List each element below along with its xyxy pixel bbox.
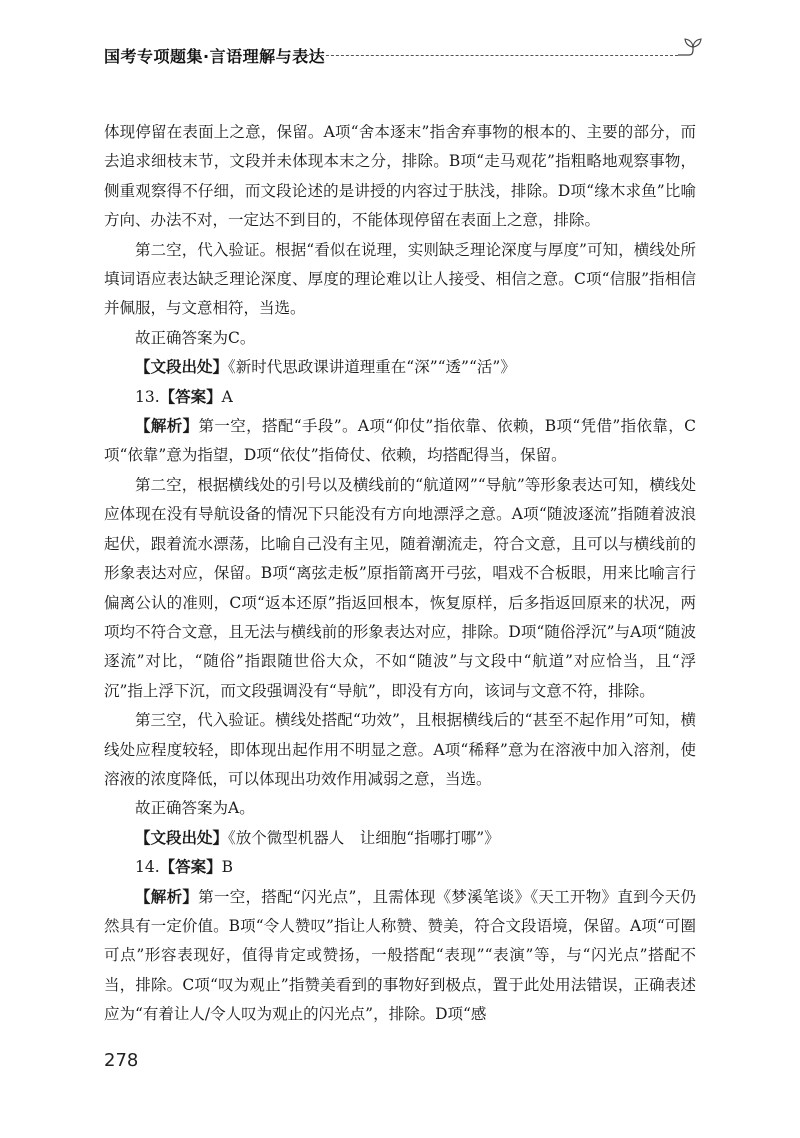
paragraph: 体现停留在表面上之意，保留。A项“舍本逐末”指舍弃事物的根本的、主要的部分，而去追求细枝末节，文段并未体现本末之分，排除。B项“走马观花”指粗略地观察事物，侧重观察得不仔细，而文段论述的是讲授的内容过于肤浅，排除。D项“缘木求鱼”比喻方向、办法不对，一定达不到目的，不能体现停留在表面上之意，排除。 (104, 123, 696, 230)
analysis-label: 【解析】 (135, 417, 199, 436)
page-number: 278 (104, 1050, 139, 1071)
page-header (104, 36, 704, 76)
question-number: 14. (135, 858, 160, 877)
analysis-label: 【解析】 (135, 887, 199, 906)
question-answer-line (104, 853, 696, 882)
source-line (104, 824, 696, 853)
analysis-paragraph (104, 883, 696, 1030)
source-title: 《放个微型机器人 让细胞“指哪打哪”》 (228, 828, 500, 847)
answer-line: 故正确答案为C。 (135, 328, 256, 347)
paragraph: 第二空，代入验证。根据“看似在说理，实则缺乏理论深度与厚度”可知，横线处所填词语应表达缺乏理论深度、厚度的理论难以让人接受、相信之意。C项“信服”指相信并佩服，与文意相符，当选。 (104, 240, 696, 318)
sprout-icon (674, 36, 704, 70)
analysis-paragraph (104, 412, 696, 471)
paragraph: 第二空，根据横线处的引号以及横线前的“航道网”“导航”等形象表达可知，横线处应体现在没有导航设备的情况下只能没有方向地漂浮之意。A项“随波逐流”指随着波浪起伏，跟着流水漂荡，比喻自己没有主见，随着潮流走，符合文意，且可以与横线前的形象表达对应，保留。B项“离弦走板”原指箭离开弓弦，唱戏不合板眼，用来比喻言行偏离公认的准则，C项“返本还原”指返回根本，恢复原样，后多指返回原来的状况，两项均不符合文意，且无法与横线前的形象表达对应，排除。D项“随俗浮沉”与A项“随波逐流”对比，“随俗”指跟随世俗大众，不如“随波”与文段中“航道”对应恰当，且“浮沉”指上浮下沉，而文段强调没有“导航”，即没有方向，该词与文意不符，排除。 (104, 475, 696, 700)
body-text (104, 118, 696, 1030)
answer-line: 故正确答案为A。 (135, 799, 255, 818)
question-number: 13. (135, 387, 160, 406)
question-answer-line (104, 383, 696, 412)
paragraph: 第三空，代入验证。横线处搭配“功效”，且根据横线后的“甚至不起作用”可知，横线处应程度较轻，即体现出起作用不明显之意。A项“稀释”意为在溶液中加入溶剂，使溶液的浓度降低，可以体现出功效作用减弱之意，当选。 (104, 711, 696, 788)
analysis-text: 第一空，搭配“手段”。A项“仰仗”指依靠、依赖，B项“凭借”指依靠，C项“依靠”意为指望，D项“依仗”指倚仗、依赖，均搭配得当，保留。 (104, 417, 696, 465)
source-label: 【文段出处】 (135, 358, 229, 377)
answer-label: 【答案】 (159, 858, 222, 877)
answer-value: A (221, 387, 233, 406)
answer-label: 【答案】 (159, 387, 222, 406)
source-title: 《新时代思政课讲道理重在“深”“透”“活”》 (228, 358, 516, 377)
header-rule (306, 55, 678, 56)
source-line (104, 353, 696, 382)
analysis-text: 第一空，搭配“闪光点”，且需体现《梦溪笔谈》《天工开物》直到今天仍然具有一定价值。B项“令人赞叹”指让人称赞、赞美，符合文段语境，保留。A项“可圈可点”形容表现好，值得肯定或赞扬，一般搭配“表现”“表演”等，与“闪光点”搭配不当，排除。C项“叹为观止”指赞美看到的事物好到极点，置于此处用法错误，正确表述应为“有着让人/令人叹为观止的闪光点”，排除。D项“感 (104, 887, 696, 1024)
answer-value: B (221, 858, 234, 877)
source-label: 【文段出处】 (135, 828, 229, 847)
header-title: 国考专项题集·言语理解与表达 (104, 47, 326, 66)
